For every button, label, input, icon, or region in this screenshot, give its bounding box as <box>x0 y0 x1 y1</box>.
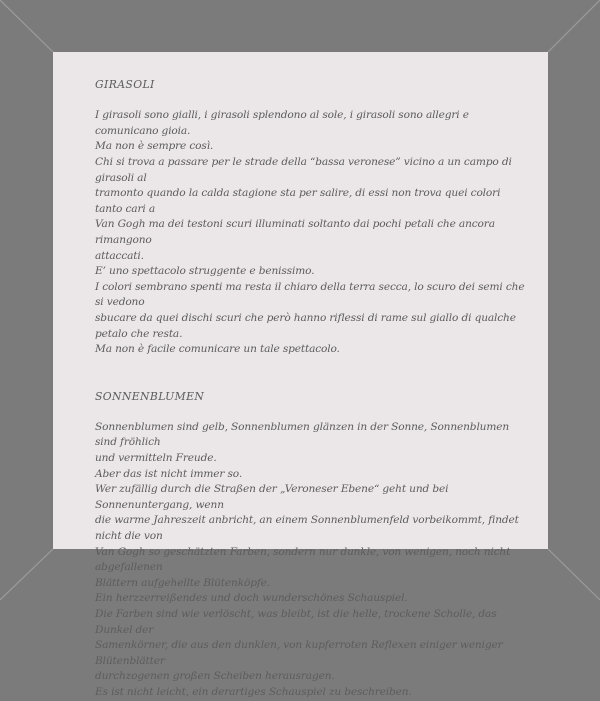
text-line: Aber das ist nicht immer so. <box>95 467 243 480</box>
text-line: E’ uno spettacolo struggente e benissimo. <box>95 265 315 278</box>
german-title: SONNENBLUMEN <box>95 389 205 403</box>
italian-section <box>95 77 530 358</box>
text-line: Samenkörner, die aus den dunklen, von kupferroten Reflexen einiger weniger Blütenblätter <box>95 639 503 667</box>
text-line: Ma non è sempre così. <box>95 140 214 153</box>
text-line: die warme Jahreszeit anbricht, an einem Sonnenblumenfeld vorbeikommt, findet nicht die von <box>95 514 519 543</box>
section-spacer <box>95 358 530 389</box>
text-line: Die Farben sind wie verlöscht, was bleibt, ist die helle, trockene Scholle, das Dunkel der <box>95 608 497 636</box>
german-paragraph <box>95 420 530 701</box>
text-line: und vermitteln Freude. <box>95 452 217 465</box>
text-line: Van Gogh so geschätzten Farben, sondern nur dunkle, von wenigen, noch nicht abgefallenen <box>95 545 511 574</box>
paper-sheet <box>53 52 548 698</box>
text-line: I colori sembrano spenti ma resta il chiaro della terra secca, lo scuro dei semi che si vedono <box>95 280 525 309</box>
text-line: tramonto quando la calda stagione sta per salire, di essi non trova quei colori tanto cari a <box>95 187 501 215</box>
text-line: Es ist nicht leicht, ein derartiges Schauspiel zu beschreiben. <box>95 685 412 698</box>
text-line: Ein herzzerreißendes und doch wunderschönes Schauspiel. <box>95 592 408 605</box>
text-line: Wer zufällig durch die Straßen der „Veroneser Ebene“ geht und bei Sonnenuntergang, wenn <box>95 483 449 511</box>
text-line: sbucare da quei dischi scuri che però hanno riflessi di rame sul giallo di qualche petalo che resta. <box>95 311 516 340</box>
german-section <box>95 389 530 701</box>
italian-paragraph <box>95 108 530 358</box>
text-line: Chi si trova a passare per le strade della “bassa veronese” vicino a un campo di girasoli al <box>95 155 512 184</box>
text-line: I girasoli sono gialli, i girasoli splendono al sole, i girasoli sono allegri e comunicano gioia. <box>95 109 469 137</box>
text-line: durchzogenen großen Scheiben herausragen. <box>95 670 335 683</box>
text-line: attaccati. <box>95 249 144 262</box>
text-line: Blättern aufgehellte Blütenköpfe. <box>95 576 270 589</box>
text-line: Sonnenblumen sind gelb, Sonnenblumen glänzen in der Sonne, Sonnenblumen sind fröhlich <box>95 420 510 449</box>
italian-title: GIRASOLI <box>95 78 155 91</box>
text-line: Van Gogh ma dei testoni scuri illuminati soltanto dai pochi petali che ancora rimangono <box>95 218 495 246</box>
text-line: Ma non è facile comunicare un tale spettacolo. <box>95 343 340 356</box>
